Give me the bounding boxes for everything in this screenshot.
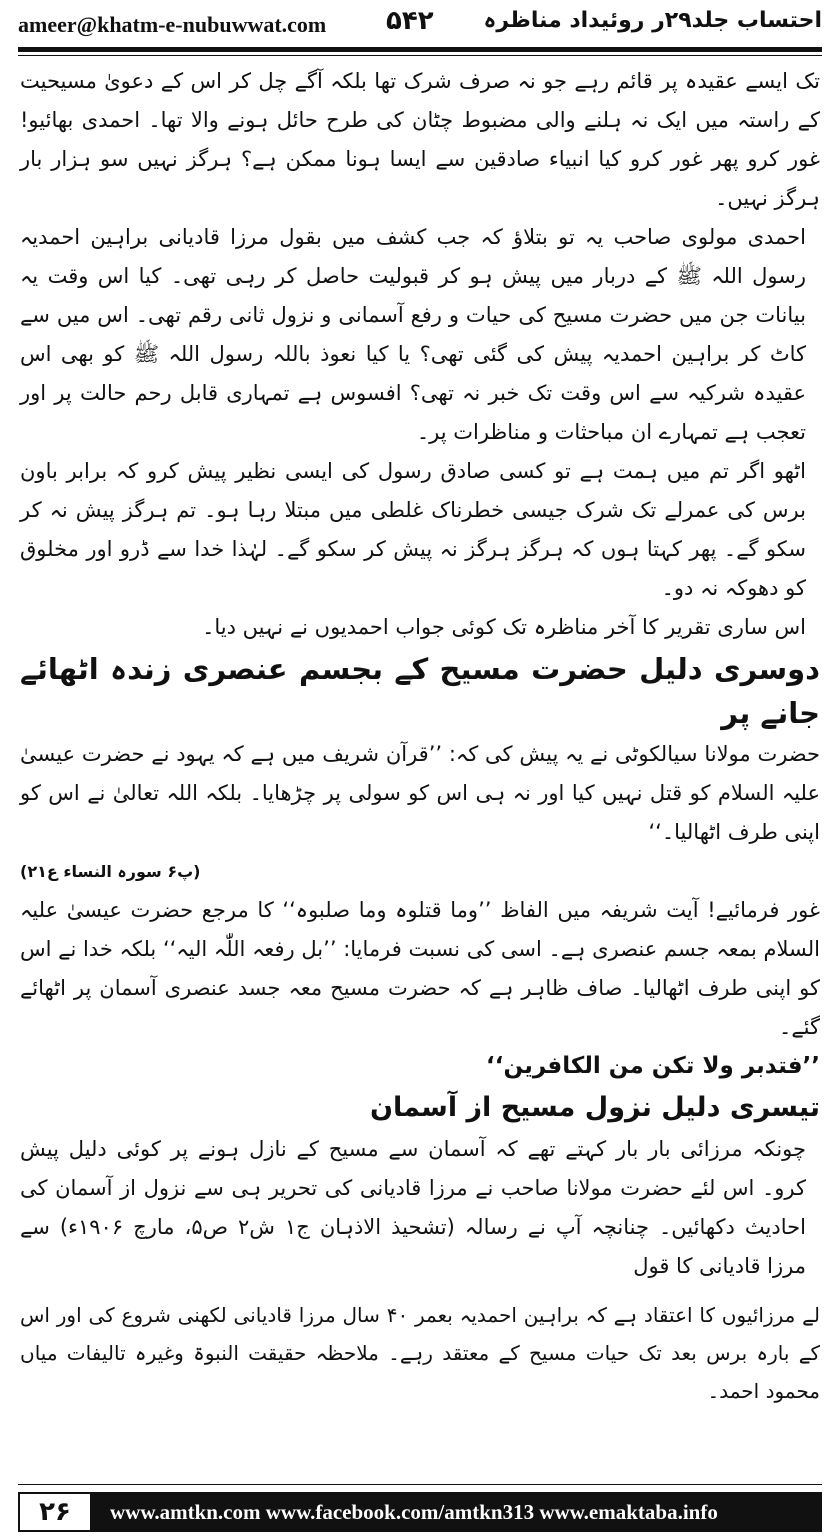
paragraph-3: اٹھو اگر تم میں ہمت ہے تو کسی صادق رسول کی ایسی نظیر پیش کرو کہ برابر باون برس کی عمرلے تک شرک جیسی خطرناک غلطی میں مبتلا رہا ہو۔ تم ہرگز پیش نہ کر سکو گے۔ پھر کہتا ہوں کہ ہرگز ہرگز نہ پیش کر سکو گے۔ لہٰذا خدا سے ڈرو اور مخلوق کو دھوکہ نہ دو۔	[20, 459, 806, 600]
section-heading-third-argument: تیسری دلیل نزول مسیح از آسمان	[370, 1092, 820, 1123]
header-page-number: ۵۴۲	[386, 6, 434, 36]
quran-reference: (پ۶ سورہ النساء ع۲۱)	[20, 862, 201, 881]
arabic-quote: ’’فتدبر ولا تکن من الکافرین‘‘	[486, 1053, 820, 1079]
page-footer	[18, 1492, 822, 1532]
header-book-title: احتساب جلد۲۹ر روئیداد مناظرہ	[483, 8, 822, 33]
page-body	[20, 62, 820, 1410]
paragraph-7: چونکہ مرزائی بار بار کہتے تھے کہ آسمان سے مسیح کے نازل ہونے پر کوئی دلیل پیش کرو۔ اس لئے حضرت مولانا صاحب نے مرزا قادیانی کی تحریر ہی سے نزول از آسمان کی احادیث دکھائیں۔ چنانچہ آپ نے رسالہ (تشحیذ الاذہان ج۱ ش۲ ص۵، مارچ ۱۹۰۶ء) سے مرزا قادیانی کا قول	[20, 1137, 806, 1278]
footer-rule	[18, 1484, 822, 1485]
header-email[interactable]: ameer@khatm-e-nubuwwat.com	[18, 12, 327, 37]
footer-page-number: ۲۶	[18, 1492, 92, 1532]
paragraph-2: احمدی مولوی صاحب یہ تو بتلاؤ کہ جب کشف میں بقول مرزا قادیانی براہین احمدیہ رسول اللہ ﷺ کے دربار میں پیش ہو کر قبولیت حاصل کر رہی تھی۔ کیا اس وقت یہ بیانات جن میں حضرت مسیح کی حیات و رفع آسمانی و نزول ثانی رقم تھی۔ اس میں سے کاٹ کر براہین احمدیہ پیش کی گئی تھی؟ یا کیا نعوذ باللہ رسول اللہ ﷺ کو بھی اس عقیدہ شرکیہ سے اس وقت تک خبر نہ تھی؟ افسوس ہے تمہاری قابل رحم حالت پر اور تعجب ہے تمہارے ان مباحثات و مناظرات پر۔	[20, 225, 806, 444]
paragraph-6: غور فرمائیے! آیت شریفہ میں الفاظ ’’وما قتلوہ وما صلبوہ‘‘ کا مرجع حضرت عیسیٰ علیہ السلام بمعہ جسم عنصری ہے۔ اسی کی نسبت فرمایا: ’’بل رفعہ اللّٰہ الیہ‘‘ بلکہ خدا نے اس کو اپنی طرف اٹھالیا۔ صاف ظاہر ہے کہ حضرت مسیح معہ جسد عنصری آسمان پر اٹھائے گئے۔	[20, 898, 820, 1039]
footer-website-links[interactable]: www.amtkn.com www.facebook.com/amtkn313 www.emaktaba.info	[110, 1500, 718, 1524]
paragraph-5: حضرت مولانا سیالکوٹی نے یہ پیش کی کہ: ’’قرآن شریف میں ہے کہ یہود نے حضرت عیسیٰ علیہ السلام کو قتل نہیں کیا اور نہ ہی اس کو سولی پر چڑھایا۔ بلکہ اللہ تعالیٰ نے اس کو اپنی طرف اٹھالیا۔‘‘	[20, 742, 820, 844]
footnote-separator	[20, 1286, 820, 1296]
reference-line	[20, 852, 820, 891]
footnote: لے مرزائیوں کا اعتقاد ہے کہ براہین احمدیہ بعمر ۴۰ سال مرزا قادیانی لکھنی شروع کی اور اس کے بارہ برس بعد تک حیات مسیح کے معتقد رہے۔ ملاحظہ حقیقت النبوۃ وغیرہ تالیفات میاں محمود احمد۔	[20, 1303, 820, 1403]
paragraph-4: اس ساری تقریر کا آخر مناظرہ تک کوئی جواب احمدیوں نے نہیں دیا۔	[202, 615, 806, 639]
section-heading-second-argument: دوسری دلیل حضرت مسیح کے بجسم عنصری زندہ اٹھائے جانے پر	[20, 652, 820, 730]
header-rule-thick	[18, 47, 822, 52]
page-header	[18, 6, 822, 46]
header-rule-thin	[18, 55, 822, 56]
paragraph-1: تک ایسے عقیدہ پر قائم رہے جو نہ صرف شرک تھا بلکہ آگے چل کر اس کے دعویٰ مسیحیت کے راستہ میں ایک نہ ہلنے والی مضبوط چٹان کی طرح حائل ہونے والا تھا۔ احمدی بھائیو! غور کرو پھر غور کرو کیا انبیاء صادقین سے ایسا ہونا ممکن ہے؟ ہرگز نہیں سو ہزار بار ہرگز نہیں۔	[20, 69, 820, 210]
